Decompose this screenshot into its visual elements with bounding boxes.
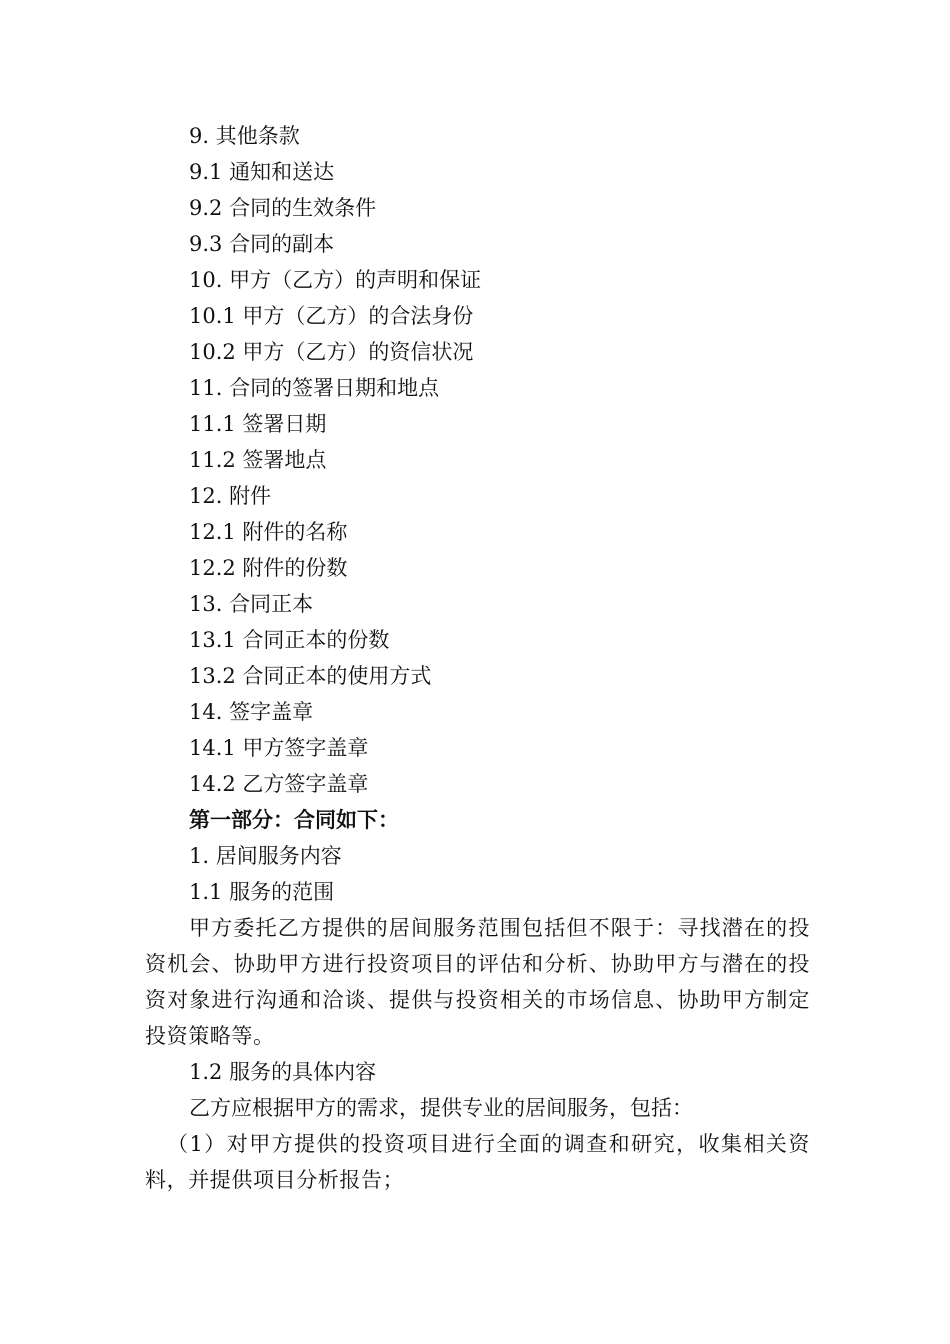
section-title: 1. 居间服务内容: [189, 844, 342, 868]
toc-line: 14.2 乙方签字盖章: [189, 772, 369, 796]
toc-line: 9.2 合同的生效条件: [189, 196, 377, 220]
toc-line: 9.1 通知和送达: [189, 160, 335, 184]
body-paragraph: 乙方应根据甲方的需求，提供专业的居间服务，包括：: [189, 1096, 693, 1120]
toc-line: 10. 甲方（乙方）的声明和保证: [189, 268, 482, 292]
document-content: [145, 118, 810, 1198]
subsection-title: 1.2 服务的具体内容: [189, 1060, 377, 1084]
toc-line: 10.1 甲方（乙方）的合法身份: [189, 304, 474, 328]
toc-line: 9. 其他条款: [189, 124, 300, 148]
subsection-title: 1.1 服务的范围: [189, 880, 335, 904]
toc-line: 13.2 合同正本的使用方式: [189, 664, 432, 688]
body-paragraph: 甲方委托乙方提供的居间服务范围包括但不限于：寻找潜在的投资机会、协助甲方进行投资项目的评估和分析、协助甲方与潜在的投资对象进行沟通和洽谈、提供与投资相关的市场信息、协助甲方制定投资策略等。: [145, 916, 810, 1048]
toc-line: 10.2 甲方（乙方）的资信状况: [189, 340, 474, 364]
toc-line: 13.1 合同正本的份数: [189, 628, 390, 652]
toc-line: 14.1 甲方签字盖章: [189, 736, 369, 760]
toc-line: 11.1 签署日期: [189, 412, 327, 436]
toc-line: 11.2 签署地点: [189, 448, 327, 472]
part-heading: 第一部分：合同如下：: [189, 807, 399, 832]
toc-line: 13. 合同正本: [189, 592, 314, 616]
toc-line: 12.2 附件的份数: [189, 556, 348, 580]
toc-line: 9.3 合同的副本: [189, 232, 335, 256]
list-item: （1）对甲方提供的投资项目进行全面的调查和研究，收集相关资料，并提供项目分析报告；: [145, 1132, 810, 1192]
toc-line: 14. 签字盖章: [189, 700, 314, 724]
toc-line: 11. 合同的签署日期和地点: [189, 376, 440, 400]
toc-line: 12.1 附件的名称: [189, 520, 348, 544]
toc-line: 12. 附件: [189, 484, 272, 508]
